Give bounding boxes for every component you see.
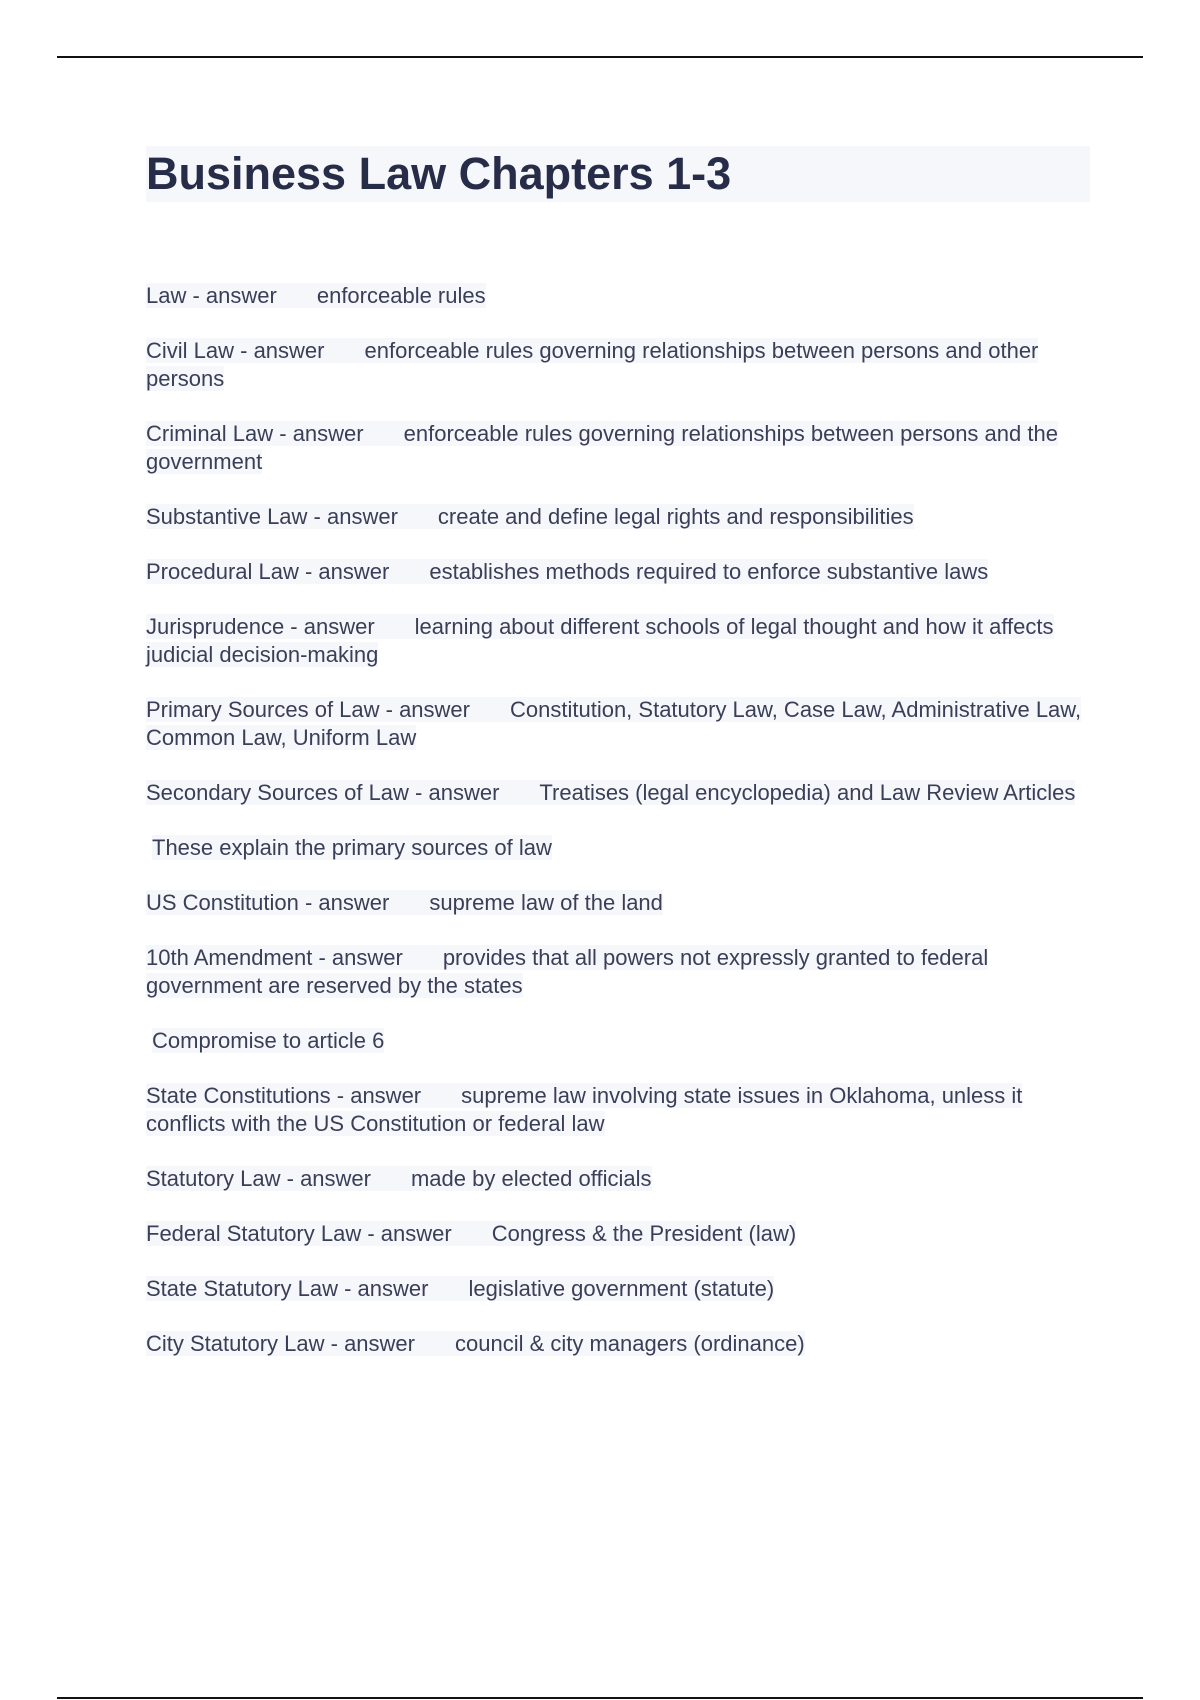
entry-definition: supreme law involving state issues in Oklahoma, unless it conflicts with the US Constitution or federal law [146, 1083, 1023, 1136]
entry-term: Law - answer [146, 283, 277, 308]
entry-term: Criminal Law - answer [146, 421, 364, 446]
list-item [146, 696, 1096, 752]
list-item [146, 1220, 1096, 1248]
entry-term: 10th Amendment - answer [146, 945, 403, 970]
list-item [146, 779, 1096, 807]
entry-term: Civil Law - answer [146, 338, 325, 363]
list-item-note [146, 834, 1102, 862]
entry-definition: Congress & the President (law) [491, 1221, 797, 1246]
entry-term: Secondary Sources of Law - answer [146, 780, 500, 805]
list-item-note [146, 1027, 1102, 1055]
list-item [146, 1275, 1096, 1303]
entry-term: US Constitution - answer [146, 890, 390, 915]
list-item [146, 1165, 1096, 1193]
entry-definition: enforceable rules governing relationships between persons and other persons [146, 338, 1039, 391]
entry-term: Statutory Law - answer [146, 1166, 371, 1191]
entry-definition: create and define legal rights and responsibilities [437, 504, 914, 529]
entry-definition: provides that all powers not expressly granted to federal government are reserved by the states [146, 945, 989, 998]
entry-definition: enforceable rules [316, 283, 486, 308]
entry-definition: made by elected officials [410, 1166, 652, 1191]
bottom-rule [57, 1697, 1143, 1699]
entry-note: Compromise to article 6 [152, 1028, 385, 1053]
entry-term: Primary Sources of Law - answer [146, 697, 470, 722]
entry-definition: legislative government (statute) [468, 1276, 775, 1301]
list-item [146, 889, 1096, 917]
flashcard-list [146, 282, 1096, 1385]
entry-definition: Constitution, Statutory Law, Case Law, Administrative Law, Common Law, Uniform Law [146, 697, 1082, 750]
entry-definition: enforceable rules governing relationships between persons and the government [146, 421, 1058, 474]
entry-definition: council & city managers (ordinance) [454, 1331, 805, 1356]
list-item [146, 1082, 1096, 1138]
list-item [146, 503, 1096, 531]
entry-term: Federal Statutory Law - answer [146, 1221, 452, 1246]
list-item [146, 337, 1096, 393]
list-item [146, 420, 1096, 476]
list-item [146, 613, 1096, 669]
entry-term: City Statutory Law - answer [146, 1331, 415, 1356]
entry-definition: supreme law of the land [429, 890, 663, 915]
document-title: Business Law Chapters 1-3 [146, 148, 732, 199]
entry-term: Jurisprudence - answer [146, 614, 375, 639]
entry-definition: learning about different schools of legal thought and how it affects judicial decision-making [146, 614, 1054, 667]
list-item [146, 944, 1096, 1000]
entry-definition: Treatises (legal encyclopedia) and Law Review Articles [539, 780, 1076, 805]
entry-term: Procedural Law - answer [146, 559, 390, 584]
list-item [146, 282, 1096, 310]
entry-note: These explain the primary sources of law [152, 835, 552, 860]
list-item [146, 558, 1096, 586]
entry-term: State Constitutions - answer [146, 1083, 422, 1108]
entry-definition: establishes methods required to enforce substantive laws [429, 559, 989, 584]
entry-term: State Statutory Law - answer [146, 1276, 429, 1301]
top-rule [57, 56, 1143, 58]
entry-term: Substantive Law - answer [146, 504, 398, 529]
list-item [146, 1330, 1096, 1358]
